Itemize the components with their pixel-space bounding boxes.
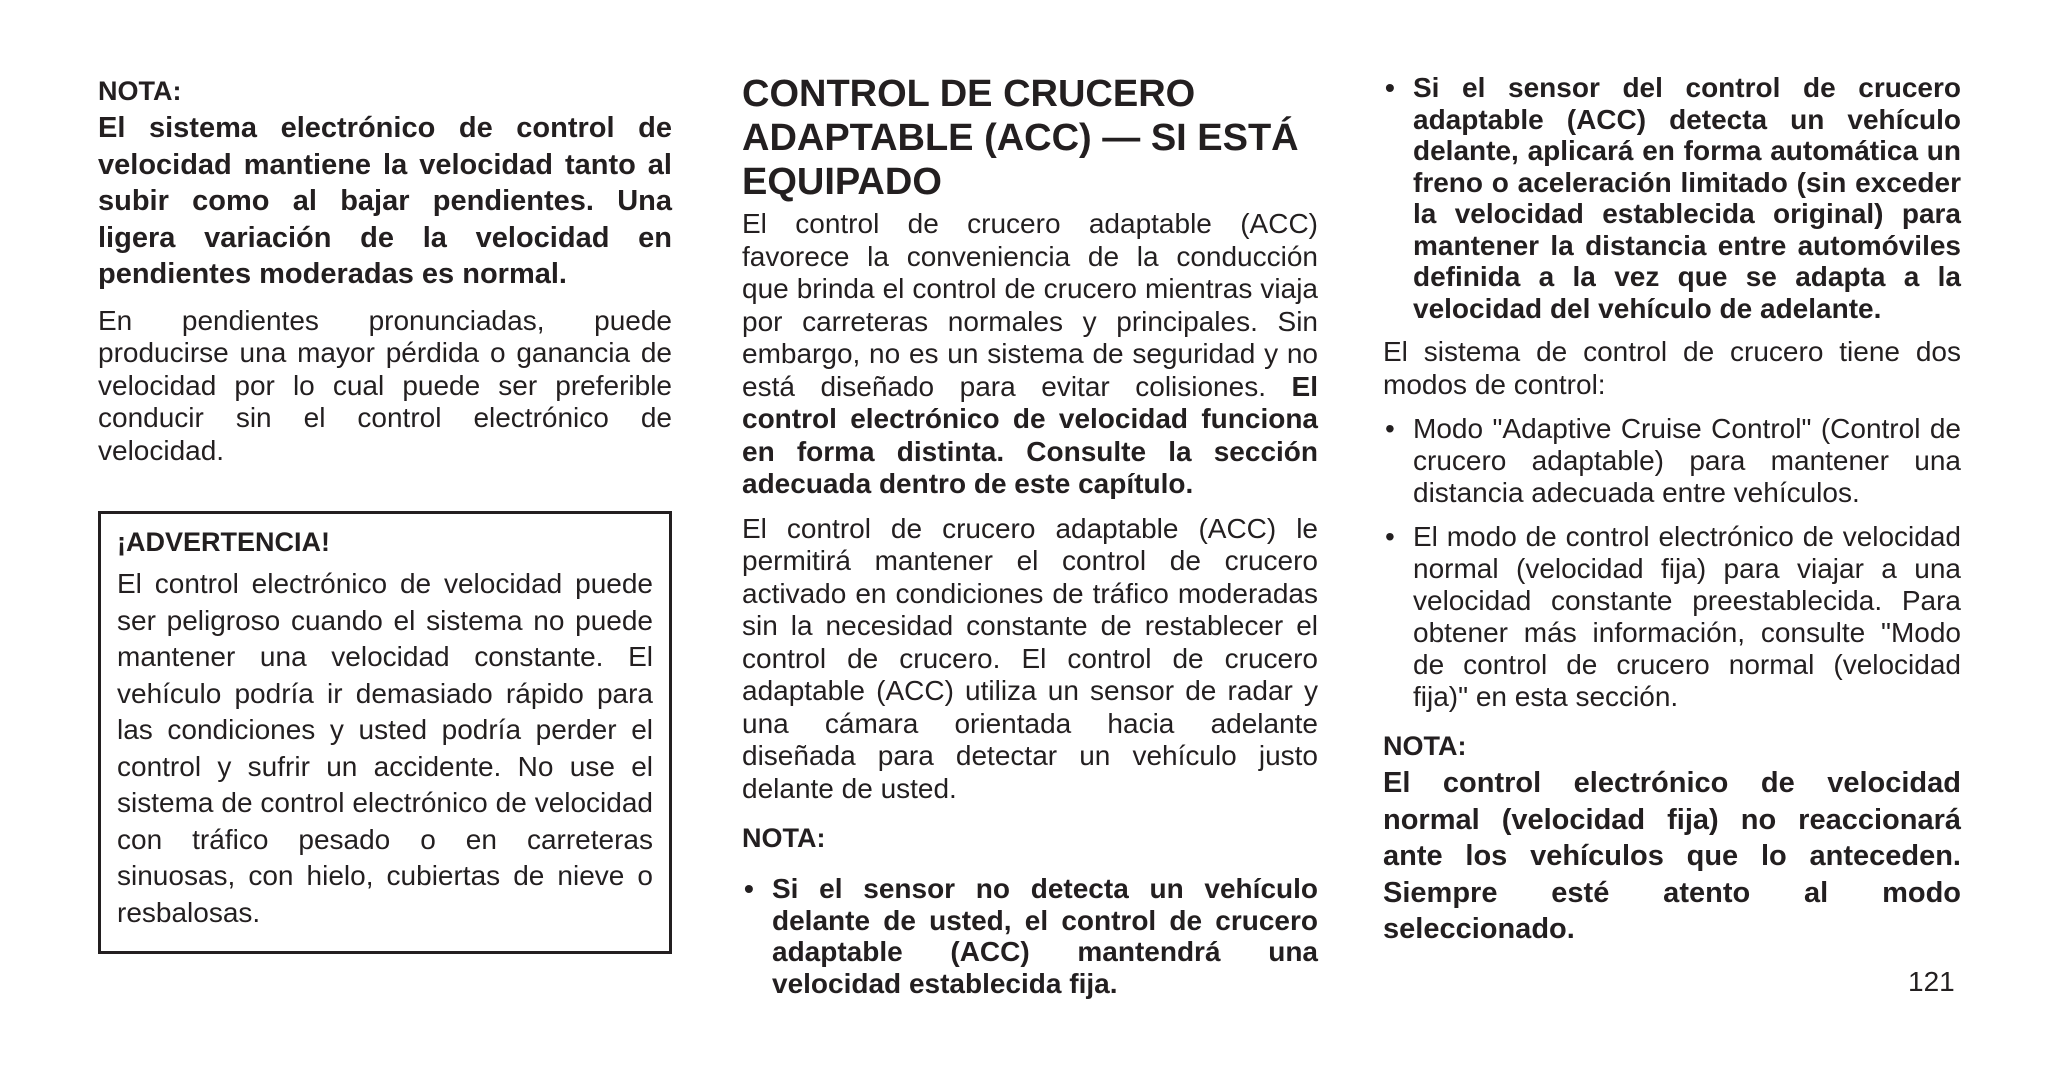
paragraph: El sistema de control de crucero tiene dos modos de control: — [1383, 336, 1961, 400]
bullet-icon: • — [1385, 72, 1395, 103]
bullet-icon: • — [1385, 521, 1395, 552]
bullet-list — [1383, 413, 1961, 713]
list-item-text: Si el sensor del control de crucero adaptable (ACC) detecta un vehículo delante, aplicará en forma automática un freno o aceleración limitado (sin exceder la velocidad establecida original) para mantener la distancia entre automóviles definida a la vez que se adapta a la velocidad del vehículo de adelante. — [1413, 72, 1961, 324]
note-text: El control electrónico de velocidad normal (velocidad fija) no reaccionará ante los vehículos que lo anteceden. Siempre esté atento al modo seleccionado. — [1383, 767, 1961, 945]
paragraph: El control de crucero adaptable (ACC) le permitirá mantener el control de crucero activado en condiciones de tráfico moderadas sin la necesidad constante de restablecer el control de crucero. El control de crucero adaptable (ACC) utiliza un sensor de radar y una cámara orientada hacia adelante diseñada para detectar un vehículo justo delante de usted. — [742, 512, 1318, 804]
list-item — [742, 873, 1318, 999]
note-label: NOTA: — [742, 823, 826, 853]
bullet-icon: • — [1385, 413, 1395, 444]
list-item — [1383, 72, 1961, 324]
page-number: 121 — [1908, 966, 1955, 997]
column-left — [98, 72, 672, 954]
note-text: El sistema electrónico de control de velocidad mantiene la velocidad tanto al subir como al bajar pendientes. Una ligera variación de la velocidad en pendientes moderadas es normal. — [98, 112, 672, 290]
list-item-text: Modo "Adaptive Cruise Control" (Control de crucero adaptable) para mantener una distancia adecuada entre vehículos. — [1413, 413, 1961, 508]
note-label: NOTA: — [1383, 731, 1467, 761]
list-item-text: Si el sensor no detecta un vehículo delante de usted, el control de crucero adaptable (ACC) mantendrá una velocidad establecida fija. — [772, 873, 1318, 999]
column-right — [1383, 72, 1961, 960]
list-item — [1383, 521, 1961, 713]
warning-title: ¡ADVERTENCIA! — [117, 527, 330, 557]
column-middle — [742, 72, 1318, 999]
warning-box — [98, 511, 672, 954]
section-heading: CONTROL DE CRUCERO ADAPTABLE (ACC) — SI ESTÁ EQUIPADO — [742, 73, 1299, 203]
note-label: NOTA: — [98, 76, 182, 106]
bullet-list — [742, 873, 1318, 999]
warning-text: El control electrónico de velocidad puede ser peligroso cuando el sistema no puede mantener una velocidad constante. El vehículo podría ir demasiado rápido para las condiciones y usted podría perder el control y sufrir un accidente. No use el sistema de control electrónico de velocidad con tráfico pesado o en carreteras sinuosas, con hielo, cubiertas de nieve o resbalosas. — [117, 568, 653, 928]
bullet-list — [1383, 72, 1961, 324]
list-item — [1383, 413, 1961, 509]
paragraph: En pendientes pronunciadas, puede producirse una mayor pérdida o ganancia de velocidad por lo cual puede ser preferible conducir sin el control electrónico de velocidad. — [98, 304, 672, 466]
list-item-text: El modo de control electrónico de velocidad normal (velocidad fija) para viajar a una velocidad constante preestablecida. Para obtener más información, consulte "Modo de control de crucero normal (velocidad fija)" en esta sección. — [1413, 521, 1961, 712]
paragraph-normal-text: El control de crucero adaptable (ACC) favorece la conveniencia de la conducción que brinda el control de crucero mientras viaja por carreteras normales y principales. Sin embargo, no es un sistema de seguridad y no está diseñado para evitar colisiones. — [742, 208, 1318, 402]
bullet-icon: • — [744, 873, 754, 904]
paragraph-bold-text: El control electrónico de velocidad funciona en forma distinta. Consulte la sección adecuada dentro de este capítulo. — [742, 370, 1318, 499]
paragraph — [742, 208, 1318, 501]
